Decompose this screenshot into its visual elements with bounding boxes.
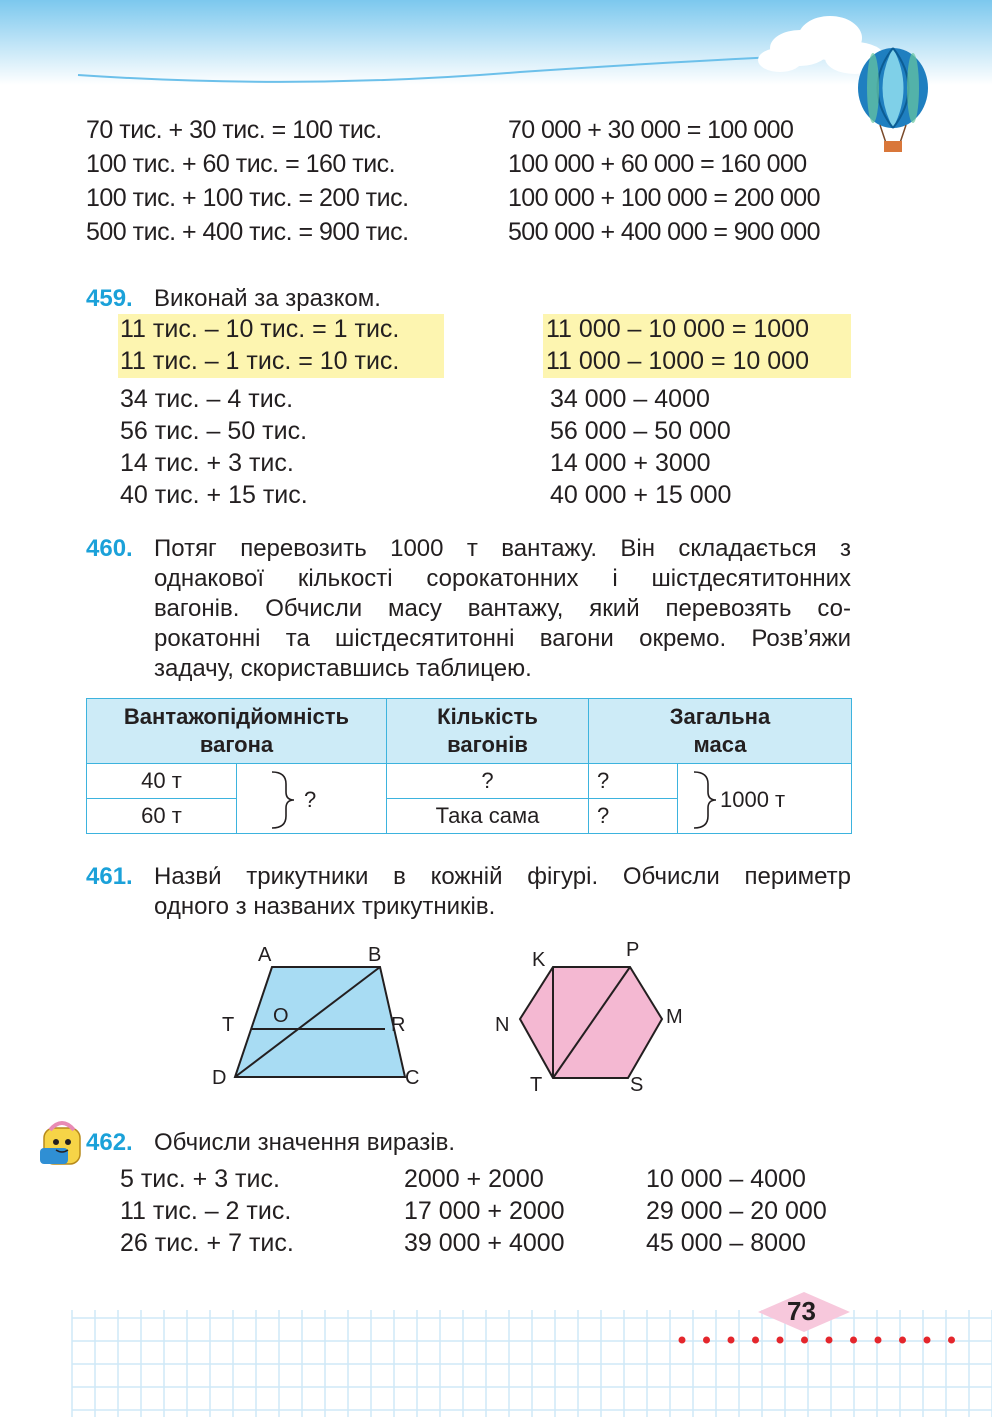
capacity-brace-label: ? — [304, 787, 317, 812]
expression: 11 тис. – 2 тис. — [120, 1197, 292, 1225]
footer-dot — [728, 1337, 735, 1344]
cell-mass: ? — [589, 764, 678, 799]
expression: 39 000 + 4000 — [404, 1229, 565, 1257]
top-examples-left — [86, 118, 409, 254]
cell-count: Така сама — [387, 799, 589, 834]
point-label: S — [630, 1074, 644, 1096]
point-label: C — [405, 1067, 420, 1089]
example-line: 70 тис. + 30 тис. = 100 тис. — [86, 116, 382, 144]
footer-dot — [801, 1337, 808, 1344]
total-brace-label: 1000 т — [720, 787, 786, 812]
cell-capacity: 40 т — [87, 764, 237, 799]
cell-mass: ? — [589, 799, 678, 834]
top-examples-right — [508, 118, 820, 254]
footer-dot — [899, 1337, 906, 1344]
footer-dot — [777, 1337, 784, 1344]
point-label: M — [666, 1006, 683, 1028]
footer-dot — [826, 1337, 833, 1344]
cell-count: ? — [387, 764, 589, 799]
exercise-number-462: 462. — [86, 1129, 133, 1156]
point-label: N — [495, 1014, 510, 1036]
task-line: 56 тис. – 50 тис. — [120, 417, 308, 445]
example-line: 100 000 + 100 000 = 200 000 — [508, 184, 820, 212]
backpack-icon — [36, 1118, 88, 1170]
text-line: одного з названих трикутників. — [154, 893, 496, 920]
text-line: Потяг перевозить 1000 т вантажу. Він складається з — [154, 535, 851, 562]
exercise-460-text — [154, 534, 851, 684]
footer-dot — [875, 1337, 882, 1344]
task-line: 14 000 + 3000 — [550, 449, 711, 477]
footer-dot — [752, 1337, 759, 1344]
footer-dots — [670, 1330, 970, 1350]
expression: 29 000 – 20 000 — [646, 1197, 827, 1225]
sample-line: 11 000 – 10 000 = 1000 — [546, 315, 809, 343]
expression: 17 000 + 2000 — [404, 1197, 565, 1225]
exercise-number-459: 459. — [86, 285, 133, 312]
expression: 2000 + 2000 — [404, 1165, 544, 1193]
example-line: 100 тис. + 60 тис. = 160 тис. — [86, 150, 396, 178]
page-number: 73 — [787, 1296, 816, 1326]
exercise-461-text — [154, 862, 851, 922]
point-label: B — [368, 944, 382, 966]
header-line: Кількість — [437, 704, 538, 729]
expression: 10 000 – 4000 — [646, 1165, 806, 1193]
task-line: 14 тис. + 3 тис. — [120, 449, 294, 477]
text-line: задачу, скориставшись таблицею. — [154, 655, 532, 682]
footer-dot — [850, 1337, 857, 1344]
header-line: Загальна — [669, 704, 771, 729]
example-line: 100 000 + 60 000 = 160 000 — [508, 150, 807, 178]
point-label: K — [532, 949, 546, 971]
exercise-462-col3 — [646, 1167, 827, 1263]
point-label: T — [222, 1014, 235, 1036]
header-line: маса — [693, 732, 747, 757]
footer-dot — [948, 1337, 955, 1344]
cargo-table — [86, 698, 852, 834]
exercise-number-460: 460. — [86, 535, 133, 562]
sample-right — [546, 317, 809, 381]
header-count — [387, 699, 589, 764]
sample-line: 11 тис. – 1 тис. = 10 тис. — [120, 347, 400, 375]
capacity-brace-icon — [268, 770, 298, 830]
exercise-462-col1 — [120, 1167, 294, 1263]
header-line: вагонів — [447, 732, 528, 757]
sample-line: 11 000 – 1000 = 10 000 — [546, 347, 809, 375]
task-line: 34 000 – 4000 — [550, 385, 710, 413]
footer-dot — [924, 1337, 931, 1344]
point-label: D — [212, 1067, 227, 1089]
exercise-462-instruction: Обчисли значення виразів. — [154, 1129, 456, 1156]
exercise-459-instruction: Виконай за зразком. — [154, 285, 381, 312]
header-line: Вантажопідйомність — [123, 704, 350, 729]
point-label: O — [273, 1005, 289, 1027]
example-line: 500 000 + 400 000 = 900 000 — [508, 218, 820, 246]
expression: 26 тис. + 7 тис. — [120, 1229, 294, 1257]
example-line: 70 000 + 30 000 = 100 000 — [508, 116, 794, 144]
text-line: вагонів. Обчисли масу вантажу, який перевозять со- — [154, 595, 851, 622]
footer-dot — [679, 1337, 686, 1344]
point-label: A — [258, 944, 272, 966]
point-label: T — [530, 1074, 543, 1096]
example-line: 500 тис. + 400 тис. = 900 тис. — [86, 218, 409, 246]
header-line: вагона — [199, 732, 274, 757]
text-line: однакової кількості сорокатонних і шістдесятитонних — [154, 565, 851, 592]
hot-air-balloon-icon — [858, 48, 928, 152]
header-total-mass — [589, 699, 852, 764]
header-capacity — [87, 699, 387, 764]
example-line: 100 тис. + 100 тис. = 200 тис. — [86, 184, 409, 212]
point-label: R — [391, 1014, 406, 1036]
exercise-number-461: 461. — [86, 863, 133, 890]
task-line: 56 000 – 50 000 — [550, 417, 731, 445]
expression: 5 тис. + 3 тис. — [120, 1165, 280, 1193]
cell-capacity: 60 т — [87, 799, 237, 834]
point-label: P — [626, 939, 640, 961]
text-line: Назви́ трикутники в кожній фігурі. Обчисли периметр — [154, 863, 851, 890]
sample-left — [120, 317, 399, 381]
task-line: 40 тис. + 15 тис. — [120, 481, 308, 509]
footer-dot — [703, 1337, 710, 1344]
tasks-459-right — [550, 387, 731, 515]
sample-line: 11 тис. – 10 тис. = 1 тис. — [120, 315, 400, 343]
expression: 45 000 – 8000 — [646, 1229, 806, 1257]
exercise-462-col2 — [404, 1167, 565, 1263]
task-line: 40 000 + 15 000 — [550, 481, 732, 509]
total-brace-icon — [690, 770, 720, 830]
text-line: рокатонні та шістдесятитонні вагони окремо. Розв’яжи — [154, 625, 851, 652]
task-line: 34 тис. – 4 тис. — [120, 385, 294, 413]
tasks-459-left — [120, 387, 308, 515]
